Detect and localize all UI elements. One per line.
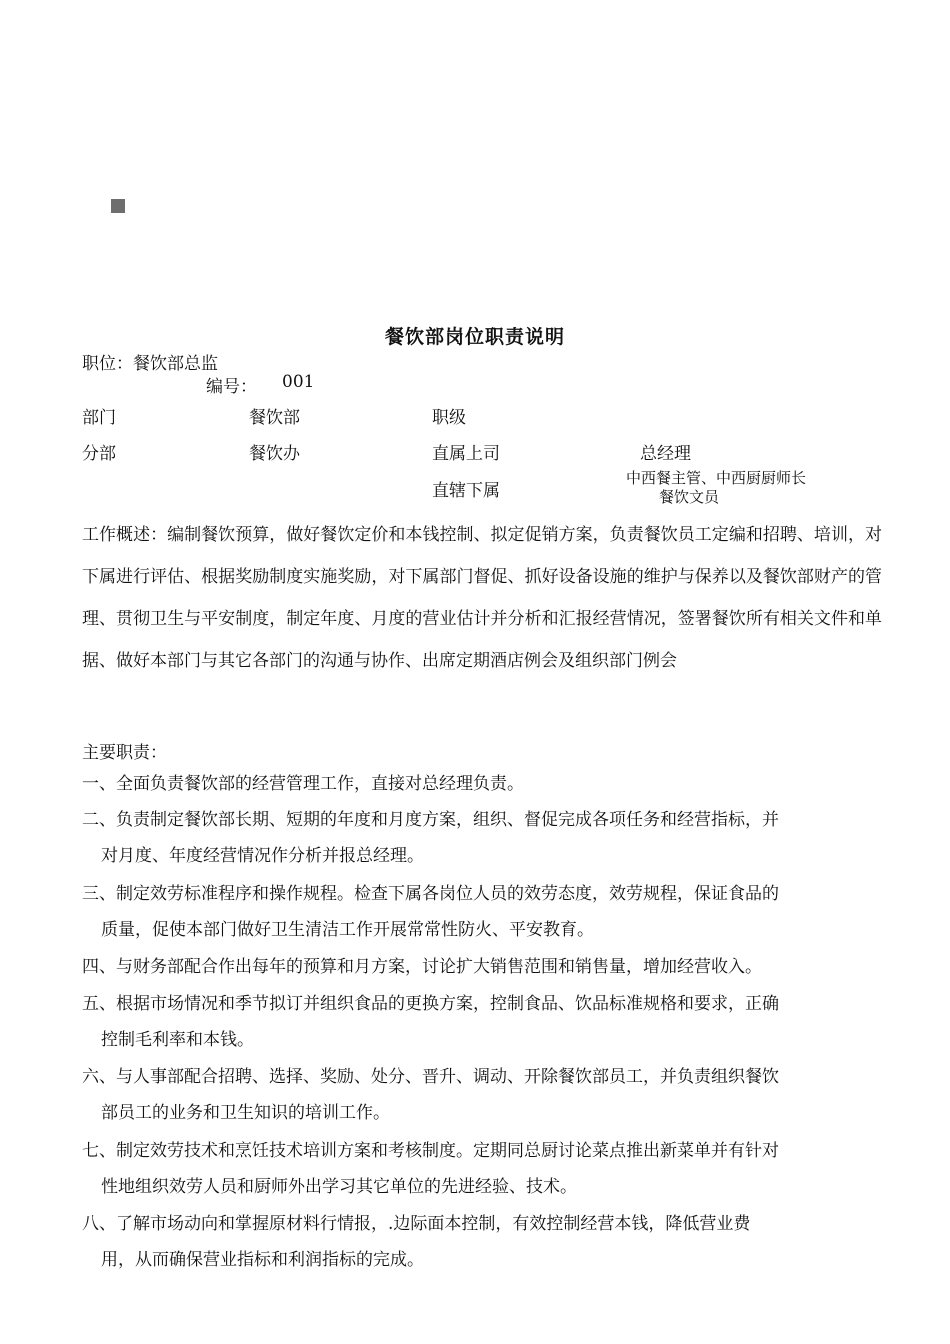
duty-item-line1: 四、与财务部配合作出每年的预算和月方案，讨论扩大销售范围和销售量，增加经营收入。 [82,957,762,977]
duty-item-line1: 一、全面负责餐饮部的经营管理工作，直接对总经理负责。 [82,774,524,794]
duty-item [82,766,872,802]
duty-item-line1: 三、制定效劳标准程序和操作规程。检查下属各岗位人员的效劳态度，效劳规程，保证食品的 [82,884,779,904]
document-title: 餐饮部岗位职责说明 [384,326,565,348]
subordinate-value-line2: 餐饮文员 [659,488,720,506]
overview-paragraph: 工作概述：编制餐饮预算，做好餐饮定价和本钱控制、拟定促销方案，负责餐饮员工定编和招聘、培训，对下属进行评估、根据奖励制度实施奖励，对下属部门督促、抓好设备设施的维护与保养以及餐饮部财产的管理、贯彻卫生与平安制度，制定年度、月度的营业估计并分析和汇报经营情况，签署餐饮所有相关文件和单据、做好本部门与其它各部门的沟通与协作、出席定期酒店例会及组织部门例会 [82,525,882,671]
duty-item-line2: 质量，促使本部门做好卫生清洁工作开展常常性防火、平安教育。 [101,920,594,940]
square-bullet-mark [111,199,125,213]
superior-label: 直属上司 [432,444,500,464]
duty-item [82,986,872,1058]
duty-item-line1: 六、与人事部配合招聘、选择、奖励、处分、晋升、调动、开除餐饮部员工，并负责组织餐饮 [82,1067,779,1087]
duty-item [82,949,872,985]
duty-item [82,1059,872,1131]
superior-value: 总经理 [640,444,691,464]
duty-item [82,876,872,948]
sub-dept-value: 餐饮办 [249,444,300,464]
number-label: 编号： [206,377,257,397]
sub-dept-label: 分部 [82,444,116,464]
duty-item-line1: 七、制定效劳技术和烹饪技术培训方案和考核制度。定期同总厨讨论菜点推出新菜单并有针对 [82,1141,779,1161]
position-line: 职位：餐饮部总监 [82,354,218,374]
duty-item-line1: 二、负责制定餐饮部长期、短期的年度和月度方案，组织、督促完成各项任务和经营指标，并 [82,810,779,830]
duty-item [82,802,872,874]
dept-value: 餐饮部 [249,408,300,428]
duty-item-line2: 对月度、年度经营情况作分析并报总经理。 [101,846,424,866]
subordinate-value-line1: 中西餐主管、中西厨厨师长 [626,469,807,487]
duty-item-line2: 部员工的业务和卫生知识的培训工作。 [101,1103,390,1123]
duty-item-line1: 八、了解市场动向和掌握原材料行情报，.边际面本控制，有效控制经营本钱，降低营业费 [82,1214,751,1234]
duty-item [82,1206,872,1278]
subordinate-label: 直辖下属 [432,481,500,501]
duty-item [82,1133,872,1205]
grade-label: 职级 [432,408,466,428]
duty-item-line1: 五、根据市场情况和季节拟订并组织食品的更换方案，控制食品、饮品标准规格和要求，正确 [82,994,779,1014]
duty-item-line2: 性地组织效劳人员和厨师外出学习其它单位的先进经验、技术。 [101,1177,577,1197]
duties-heading: 主要职责： [82,743,167,763]
dept-label: 部门 [82,408,116,428]
duty-item-line2: 用，从而确保营业指标和利润指标的完成。 [101,1250,424,1270]
number-value: 001 [282,372,315,392]
duty-item-line2: 控制毛利率和本钱。 [101,1030,254,1050]
